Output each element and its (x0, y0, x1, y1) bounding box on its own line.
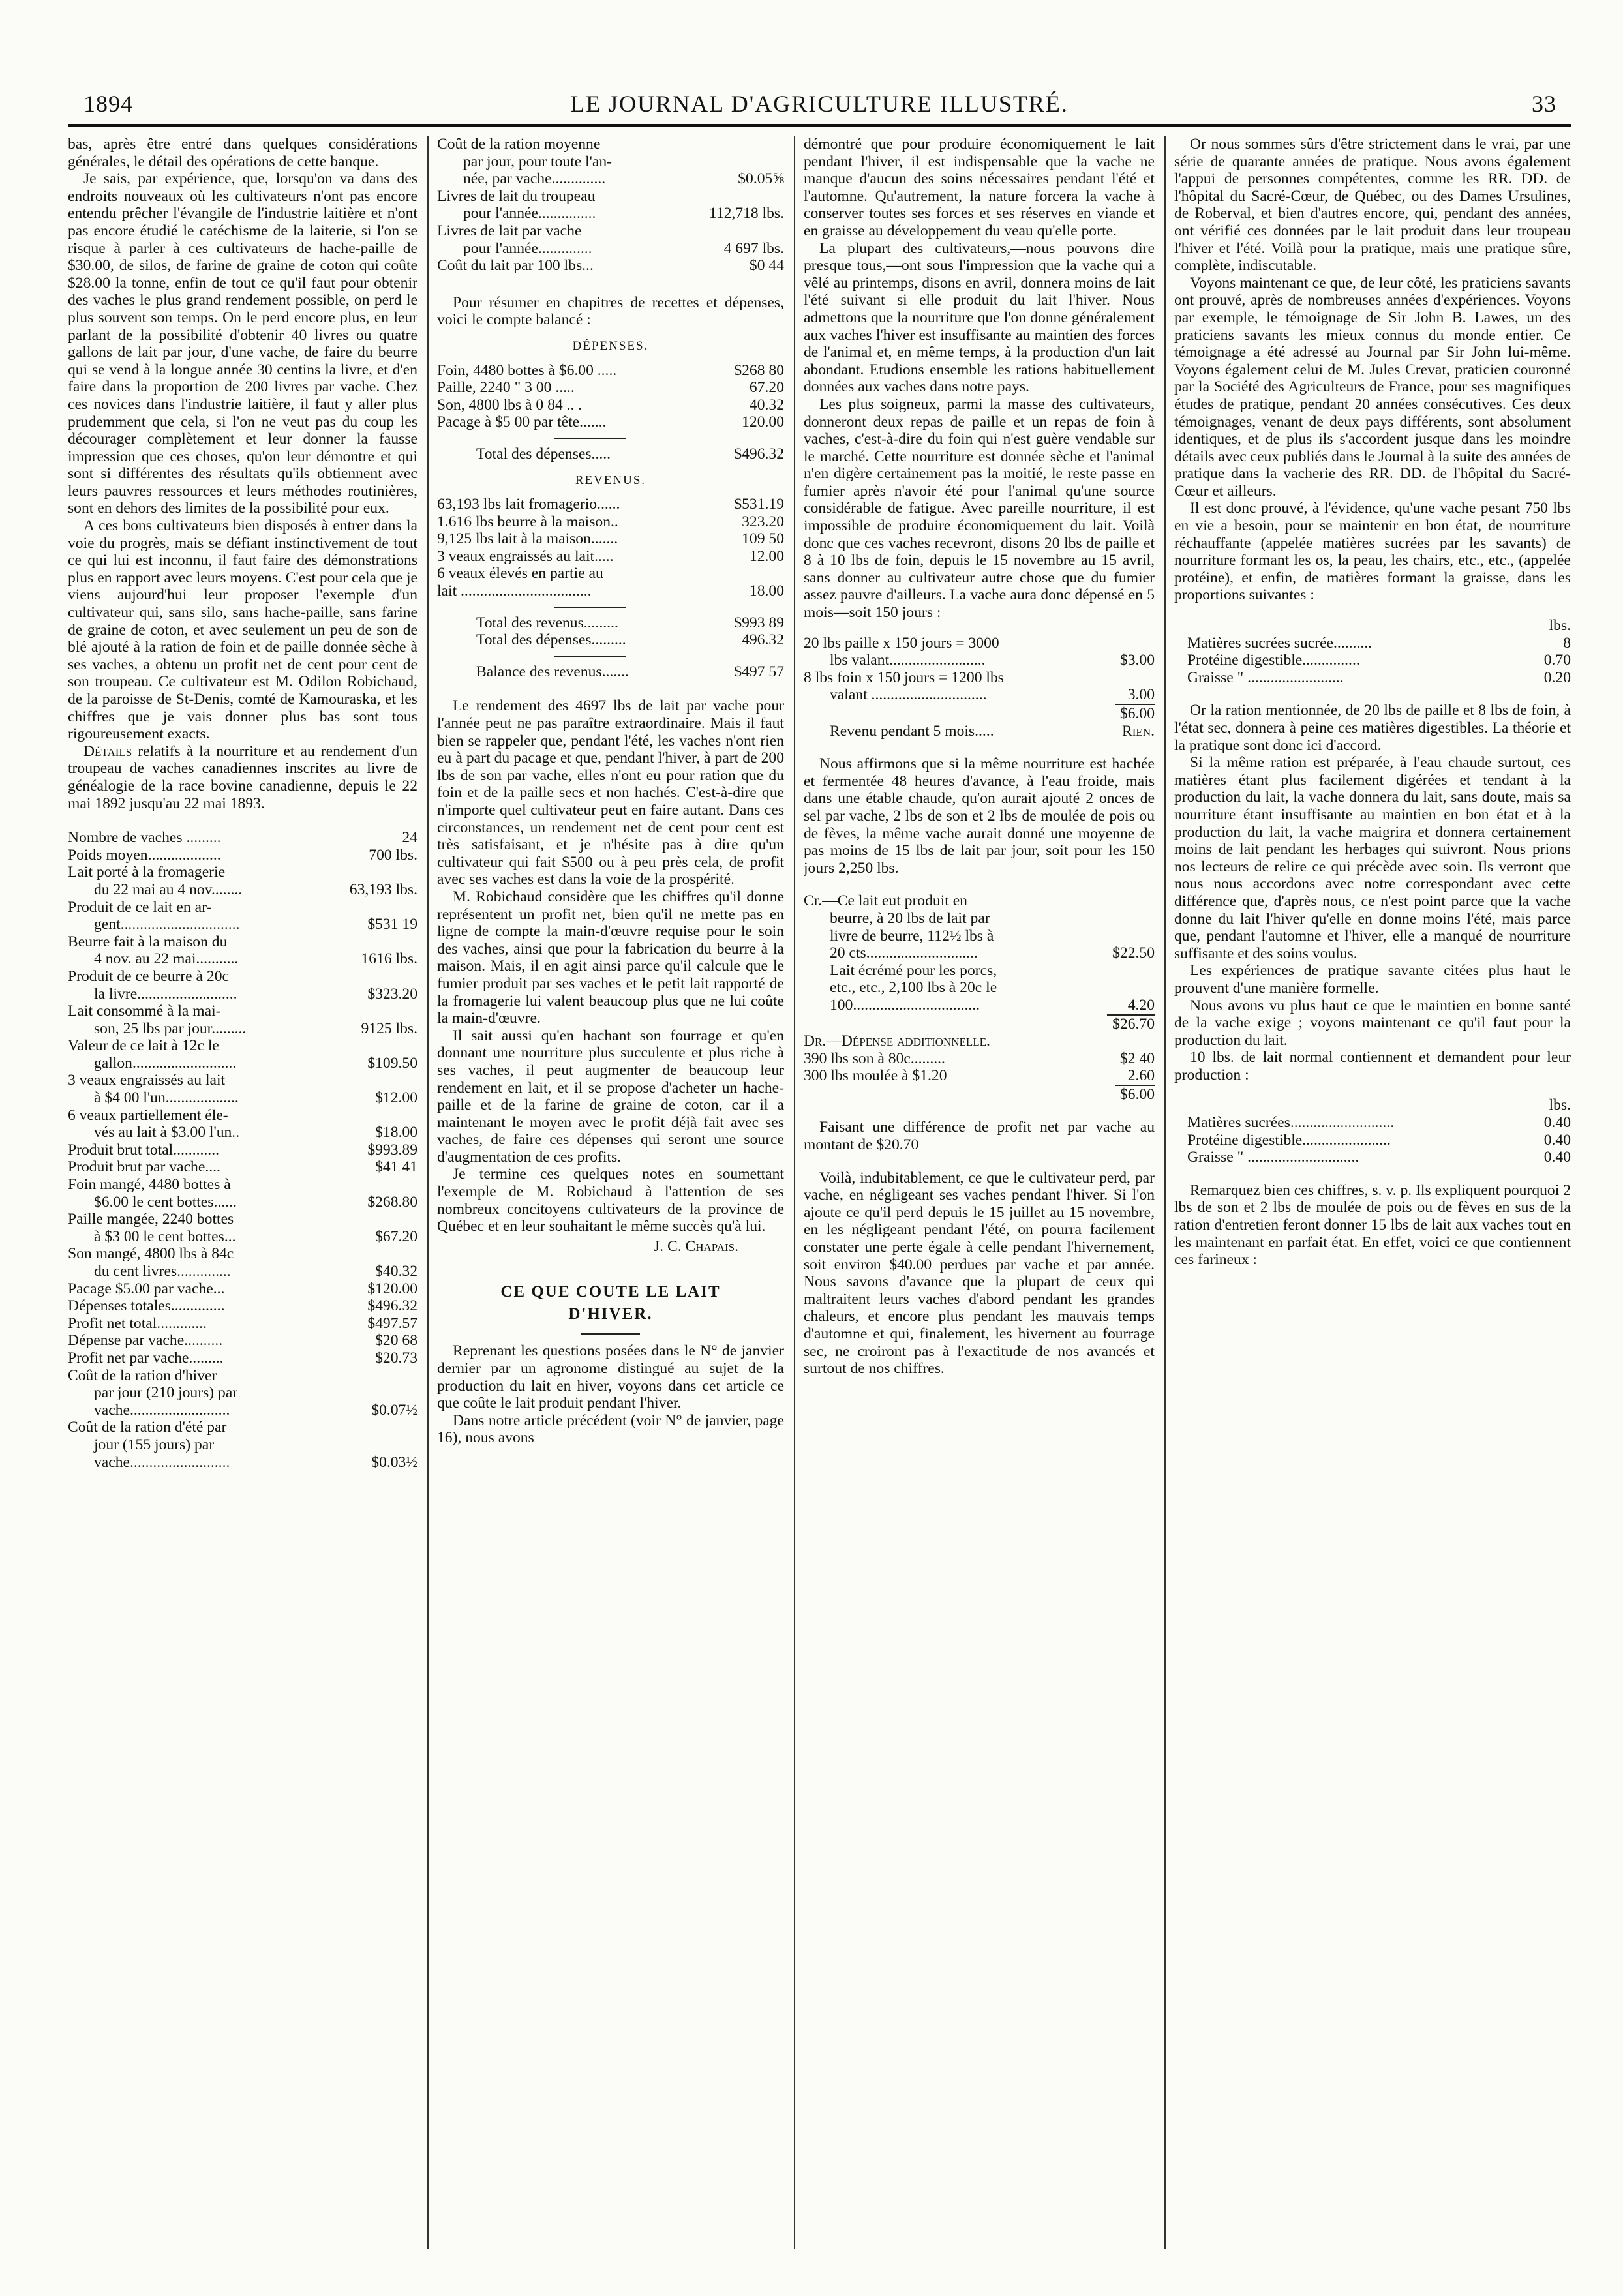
ledger-label: jour (155 jours) par (94, 1436, 215, 1453)
ledger-label: Coût de la ration d'été par (68, 1419, 227, 1436)
ledger-value: $12.00 (375, 1089, 417, 1107)
paragraph: Il sait aussi qu'en hachant son fourrage et qu'en donnant une nourriture plus succulente et plus riche à ses vaches, il peut augmenter de beaucoup leur rendement en lait, et il se propose d'acheter un hache-paille et de la farine de graine de coton, car il a maintenant le moyen avec le profit déjà fait avec ses vaches, de faire ces dépenses qui seront une source d'augmentation de ces profits. (437, 1027, 784, 1166)
ledger-row (437, 205, 784, 222)
ledger-row (68, 986, 417, 1003)
ledger-label: 8 lbs foin x 150 jours = 1200 lbs (804, 669, 1004, 686)
ledger-value: $0.03½ (371, 1453, 417, 1471)
ledger-label: vés au lait à $3.00 l'un.. (94, 1124, 240, 1141)
ledger-row (68, 933, 417, 951)
ledger-row (804, 704, 1155, 723)
columns (68, 136, 1571, 2249)
ledger-value: 3.00 (1127, 686, 1155, 704)
ledger-label: 390 lbs son à 80c......... (804, 1050, 945, 1067)
ledger-label: vache.......................... (94, 1401, 230, 1419)
ledger-label: Pacage à $5 00 par tête....... (437, 414, 607, 431)
ledger-row (68, 1072, 417, 1089)
ledger-row (804, 1050, 1155, 1068)
ledger-label: Son mangé, 4800 lbs à 84c (68, 1245, 234, 1263)
ledger-row (437, 362, 784, 380)
section-heading: DÉPENSES. (572, 339, 649, 353)
ledger-label: valant .............................. (830, 686, 987, 704)
ledger-label: Pacage $5.00 par vache... (68, 1280, 225, 1297)
ledger-value: $41 41 (375, 1158, 417, 1176)
column-rule (427, 136, 429, 2249)
ledger-label: 20 lbs paille x 150 jours = 3000 (804, 634, 999, 652)
ledger-label: Profit net par vache......... (68, 1349, 224, 1367)
ledger-value: $0 44 (749, 257, 784, 275)
ledger-label: 63,193 lbs lait fromagerio...... (437, 496, 620, 513)
ration-cost-ledger (804, 635, 1155, 704)
ledger-label: Produit brut total............ (68, 1141, 219, 1158)
paragraph: Voilà, indubitablement, ce que le cultivateur perd, par vache, en négligeant ses vaches pendant l'hiver. Si l'on ajoute ce qu'il perd depuis le 15 juillet au 15 novembre, en les négligeant pendant l'été, on pourra facilement constater une perte égale à celle pendant l'hivernement, soit environ $40.00 perdues par vache et par année. Nous savons d'avance que la plupart de ceux qui maltraitent leurs vaches d'abord pendant les grandes chaleurs, et encore plus pendant les mauvais temps d'automne et qui, finalement, les hivernent au fourrage sec, ne croiront pas à l'exactitude de nos avancés et surtout de nos chiffres. (804, 1169, 1155, 1378)
ledger-label: Matières sucrées........................... (1187, 1114, 1395, 1132)
ledger-row (68, 1003, 417, 1020)
paragraph: Nous avons vu plus haut ce que le maintien en bonne santé de la vache exige ; voyons maintenant ce qu'il faut pour la production du lait. (1174, 997, 1571, 1049)
ledger-value: 1616 lbs. (361, 950, 417, 968)
ledger-value: $268 80 (734, 361, 784, 379)
paragraph: Les plus soigneux, parmi la masse des cultivateurs, donneront deux repas de paille et un repas de foin à vaches, c'est-à-dire du foin qui n'est guère vendable sur le marché. Cette nourriture est donnée sèche et l'animal n'en digère certainement pas la moitié, le reste passe en fumier après n'avoir été pour l'animal qu'une source considérable de fatigue. Avec pareille nourriture, il est impossible de produire économiquement du lait. Voilà donc que ces vaches recevront, disons 20 lbs de paille et 8 à 10 lbs de foin, depuis le 15 novembre au 15 avril, sans donner au cultivateur autre chose que du fumier assez pauvre d'ailleurs. La vache aura donc dépensé en 5 mois—soit 150 jours : (804, 395, 1155, 622)
ledger-label: Foin, 4480 bottes à $6.00 ..... (437, 361, 617, 379)
ledger-label: pour l'année.............. (463, 239, 592, 257)
ledger-row (68, 1297, 417, 1315)
ledger-row (1187, 1114, 1571, 1132)
article-title-line: D'HIVER. (568, 1305, 653, 1323)
expenses-ledger (437, 362, 784, 431)
ledger-row (68, 1089, 417, 1107)
ledger-row (804, 669, 1155, 687)
ledger-value: 112,718 lbs. (708, 205, 784, 222)
column-4 (1174, 136, 1571, 2249)
ledger-value: 63,193 lbs. (349, 881, 417, 898)
ledger-row (437, 513, 784, 531)
ledger-value: $497 57 (734, 663, 784, 680)
ledger-row (804, 1014, 1155, 1033)
ledger-row (68, 1384, 417, 1402)
section-heading: REVENUS. (575, 473, 646, 487)
ledger-label: Graisse " ......................... (1187, 669, 1344, 686)
revenue-ledger (437, 496, 784, 600)
ledger-row (437, 240, 784, 258)
ledger-row (68, 899, 417, 916)
ledger-label: Graisse " ............................. (1187, 1149, 1359, 1166)
ledger-value: $67.20 (375, 1228, 417, 1245)
ledger-row (437, 496, 784, 513)
ledger-label: Son, 4800 lbs à 0 84 .. . (437, 396, 583, 414)
ledger-value: 9125 lbs. (361, 1020, 417, 1037)
ledger-label: etc., etc., 2,100 lbs à 20c le (830, 979, 997, 997)
ledger-row (437, 379, 784, 397)
ledger-row (68, 1020, 417, 1038)
herd-ledger (68, 829, 417, 1471)
ledger-row (68, 1228, 417, 1246)
paragraph-text: relatifs à la nourriture et au rendement d'un troupeau de vaches canadiennes inscrites au livre de généalogie de la race bovine canadienne, depuis le 22 mai 1892 jusqu'au 22 mai 1893. (68, 742, 417, 812)
ledger-row (437, 153, 784, 171)
ledger-label: 3 veaux engraissés au lait (68, 1072, 226, 1089)
ledger-value: 4.20 (1127, 996, 1155, 1014)
paragraph: Les expériences de pratique savante citées plus haut le prouvent d'une manière formelle. (1174, 962, 1571, 997)
paragraph: Je termine ces quelques notes en soumettant l'exemple de M. Robichaud à l'attention de ses nombreux concitoyens cultivateurs de la province de Québec et en leur souhaitant le même succès qu'à lui. (437, 1166, 784, 1235)
ledger-value: 12.00 (749, 547, 784, 565)
divider (554, 438, 626, 439)
balance (437, 663, 784, 681)
ledger-label: Paille mangée, 2240 bottes (68, 1211, 234, 1228)
ledger-value: $496.32 (367, 1297, 417, 1315)
ledger-row (68, 1402, 417, 1419)
ledger-label: 6 veaux partiellement éle- (68, 1106, 228, 1124)
ledger-label: Poids moyen................... (68, 846, 221, 864)
ledger-row (1187, 1149, 1571, 1166)
ledger-row (804, 686, 1155, 704)
ledger-value: 40.32 (749, 396, 784, 414)
paragraph (68, 743, 417, 812)
column-2 (437, 136, 784, 2249)
ledger-row (68, 1055, 417, 1072)
ledger-label: Cr.—Ce lait eut produit en (804, 892, 967, 910)
ledger-value: $2 40 (1119, 1050, 1155, 1067)
paragraph: Si la même ration est préparée, à l'eau chaude surtout, ces matières étant plus facilement digérées et tendant à la production du lait, la vache donnera du lait, sans doute, mais sa nourriture étant insuffisante au maintien en bon état et à la production du lait, la vache maigrira et donnera certainement moins de lait pendant les herbages qui suivront. Nous prions nos lecteurs de relire ce qui précède avec soin. Ils verront que nous nous accordons avec notre correspondant avec cette différence que, d'après nous, ce n'est point parce que la vache donne du lait l'hiver qu'elle en donne moins l'été, mais parce que, pendant l'automne et l'hiver, elle a manqué de nourriture suffisante et des soins voulus. (1174, 754, 1571, 962)
ledger-label: 3 veaux engraissés au lait..... (437, 547, 614, 565)
ledger-row (437, 257, 784, 275)
paragraph: La plupart des cultivateurs,—nous pouvons dire presque tous,—ont sous l'impression que la vache qui a vêlé au printemps, disons en avril, donnera moins de lait l'été suivant si elle produit du lait l'hiver. Nous admettons que la nourriture que l'on donne généralement aux vaches l'hiver est insuffisante au maintien des forces de l'animal et, en même temps, à la production d'un lait abondant. Etudions ensemble les rations habituellement données aux vaches dans notre pays. (804, 239, 1155, 396)
ledger-value: $497.57 (367, 1314, 417, 1332)
cost-ledger (437, 136, 784, 275)
ledger-label: Produit de ce lait en ar- (68, 898, 212, 916)
ledger-row (437, 222, 784, 240)
ledger-row (68, 1454, 417, 1472)
ledger-row (68, 916, 417, 933)
paragraph: 10 lbs. de lait normal contiennent et demandent pour leur production : (1174, 1049, 1571, 1083)
ledger-value: $531 19 (367, 916, 417, 933)
ledger-row (437, 446, 784, 463)
lead-word: Détails (83, 742, 132, 760)
ledger-value: $22.50 (1112, 944, 1155, 962)
ledger-value: $26.70 (1107, 1014, 1155, 1033)
ledger-label: 1.616 lbs beurre à la maison.. (437, 513, 618, 530)
ledger-value: $0.05⅝ (738, 170, 784, 188)
ledger-label: 20 cts............................. (830, 944, 978, 962)
totals (437, 614, 784, 649)
ledger-value: $268.80 (367, 1193, 417, 1211)
ledger-row (68, 1436, 417, 1454)
ledger-row (804, 997, 1155, 1014)
ledger-label: Foin mangé, 4480 bottes à (68, 1176, 231, 1194)
ledger-row (1187, 635, 1571, 652)
ledger-label: 100................................. (830, 996, 980, 1014)
ledger-label: Lait porté à la fromagerie (68, 864, 226, 881)
article-title-line: CE QUE COUTE LE LAIT (500, 1283, 721, 1301)
ledger-value: $323.20 (367, 985, 417, 1003)
ledger-value: 67.20 (749, 379, 784, 397)
ledger-value: 323.20 (742, 513, 784, 530)
ledger-value: 24 (402, 829, 417, 847)
ledger-label: Profit net total............. (68, 1314, 207, 1332)
ledger-label: 4 nov. au 22 mai........... (94, 950, 239, 968)
ledger-row (68, 1158, 417, 1176)
ledger-value: 109 50 (742, 530, 784, 548)
article-title (437, 1281, 784, 1325)
ledger-label: du cent livres.............. (94, 1263, 231, 1280)
paragraph: Dans notre article précédent (voir N° de janvier, page 16), nous avons (437, 1412, 784, 1447)
ledger-row (68, 1037, 417, 1055)
expenses-total (437, 446, 784, 463)
paragraph: M. Robichaud considère que les chiffres qu'il donne représentent un profit net, bien qu'il ne mette pas en ligne de compte la main-d'œuvre requise pour le soin des vaches, ainsi que pour la fabrication du beurre à la maison. Mais, il en agit ainsi parce qu'il calcule que le fumier produit par ses vaches et le petit lait rapporté de la fromagerie lui valent beaucoup plus que ne lui coûte la main-d'œuvre. (437, 888, 784, 1027)
ledger-row (437, 397, 784, 414)
ledger-label: à $3 00 le cent bottes... (94, 1228, 236, 1245)
ledger-label: 9,125 lbs lait à la maison....... (437, 530, 618, 548)
ledger-row (68, 1315, 417, 1333)
ledger-row (804, 1033, 1155, 1050)
ledger-row (804, 910, 1155, 928)
ledger-label: 6 veaux élevés en partie au (437, 565, 603, 582)
ledger-label: Coût de la ration d'hiver (68, 1367, 217, 1384)
ledger-row (68, 1350, 417, 1367)
ledger-value: $993 89 (734, 614, 784, 631)
ledger-value: $40.32 (375, 1263, 417, 1280)
ledger-value: 0.70 (1543, 652, 1571, 669)
ledger-value: $0.07½ (371, 1401, 417, 1419)
debit-heading (804, 1033, 1155, 1050)
ledger-label: par jour, pour toute l'an- (463, 153, 613, 170)
ledger-row (68, 1107, 417, 1125)
ledger-label: Livres de lait du troupeau (437, 187, 596, 205)
ledger-row (804, 1067, 1155, 1085)
ledger-row (68, 1367, 417, 1385)
ledger-row (68, 1280, 417, 1298)
paragraph: bas, après être entré dans quelques considérations générales, le détail des opérations de cette banque. (68, 136, 417, 170)
ledger-label: Total des dépenses..... (476, 445, 611, 462)
paragraph: Pour résumer en chapitres de recettes et dépenses, voici le compte balancé : (437, 294, 784, 329)
ledger-row (804, 962, 1155, 980)
ledger-row (437, 136, 784, 153)
divider (554, 607, 626, 608)
ledger-value: $496.32 (734, 445, 784, 462)
paragraph: Remarquez bien ces chiffres, s. v. p. Ils expliquent pourquoi 2 lbs de son et 2 lbs de moulée de pois ou de fèves en sus de la ration d'entretien feront donner 15 lbs de lait aux vaches tout en les maintenant en parfait état. En effet, voici ce que contiennent ces farineux : (1174, 1181, 1571, 1269)
ledger-row (804, 979, 1155, 997)
ledger-row (804, 1085, 1155, 1104)
credit-total (804, 1014, 1155, 1033)
ledger-value: $6.00 (1115, 1085, 1155, 1104)
ledger-value: $6.00 (1115, 704, 1155, 723)
column-1 (68, 136, 417, 2249)
ledger-row (437, 188, 784, 205)
ledger-label: Matières sucrées sucrée.......... (1187, 634, 1373, 652)
ledger-value: 0.40 (1543, 1114, 1571, 1132)
ledger-row (68, 1211, 417, 1228)
paragraph: A ces bons cultivateurs bien disposés à entrer dans la voie du progrès, mais se défiant instinctivement de tout ce qui lui est inconnu, il faut faire des démonstrations plus en rapport avec leurs moyens. C'est pour cela que je viens aujourd'hui leur proposer l'exemple d'un cultivateur qui, sans silo, sans hache-paille, sans farine de graine de coton, et avec seulement un peu de son de blé ajouté à la ration de foin et de paille donnée sèche à ses vaches, a obtenu un profit net de cent pour cent de son troupeau. Ce cultivateur est M. Odilon Robichaud, de la paroisse de St-Denis, comté de Kamouraska, et les chiffres que je vais donner plus bas sont tous rigoureusement exacts. (68, 517, 417, 743)
ledger-label: la livre.......................... (94, 985, 237, 1003)
debit-ledger (804, 1050, 1155, 1085)
ledger-value: $993.89 (367, 1141, 417, 1158)
paragraph: Or la ration mentionnée, de 20 lbs de paille et 8 lbs de foin, à l'état sec, donnera à peine ces matières digestibles. La théorie et la pratique sont donc ici d'accord. (1174, 702, 1571, 754)
ledger-row (68, 1263, 417, 1280)
divider (581, 1333, 640, 1335)
ledger-label: Total des dépenses......... (476, 631, 626, 649)
ledger-row (68, 829, 417, 847)
column-3 (804, 136, 1155, 2249)
ledger-label: Paille, 2240 " 3 00 ..... (437, 379, 575, 397)
ledger-label: 300 lbs moulée à $1.20 (804, 1067, 947, 1085)
ledger-row (804, 723, 1155, 740)
ledger-row (68, 1419, 417, 1436)
ledger-value: 496.32 (742, 631, 784, 649)
ledger-row (68, 968, 417, 986)
ledger-label: gent............................... (94, 916, 240, 933)
ledger-label: $6.00 le cent bottes...... (94, 1193, 237, 1211)
ledger-label: lbs valant......................... (830, 652, 986, 669)
ledger-row (437, 170, 784, 188)
ledger-label: Livres de lait par vache (437, 222, 582, 239)
ledger-label: par jour (210 jours) par (94, 1384, 238, 1402)
ledger-value: 2.60 (1127, 1067, 1155, 1085)
ledger-row (437, 582, 784, 600)
ledger-row (437, 565, 784, 582)
ledger-label: Produit brut par vache.... (68, 1158, 220, 1176)
ledger-value: $20.73 (375, 1349, 417, 1367)
milk-nutrient-table (1174, 1114, 1571, 1166)
ledger-value: 8 (1563, 634, 1571, 652)
paragraph: Nous affirmons que si la même nourriture est hachée et fermentée 48 heures d'avance, à l'eau froide, mais dans une étable chaude, qu'on aurait ajouté 2 onces de sel par vache, 2 lbs de son et 2 lbs de moulée de pois ou de fèves, la même vache aurait donné une moyenne de pas moins de 15 lbs de lait par jour, soit pour les 150 jours 2,250 lbs. (804, 755, 1155, 877)
ledger-row (804, 944, 1155, 962)
paragraph: Reprenant les questions posées dans le N° de janvier dernier par un agronome distingué au sujet de la production du lait en hiver, voyons dans cet article ce que coûte le lait produit pendant l'hiver. (437, 1342, 784, 1412)
ledger-row (68, 1141, 417, 1159)
ledger-row (68, 1194, 417, 1211)
unit-label: lbs. (1549, 617, 1571, 635)
ledger-row (68, 881, 417, 899)
ledger-value: 120.00 (742, 414, 784, 431)
ledger-value: 0.40 (1543, 1149, 1571, 1166)
ledger-label: Balance des revenus....... (476, 663, 629, 680)
page-number: 33 (1532, 91, 1556, 117)
ledger-row (68, 1245, 417, 1263)
nutrient-table-unit (1174, 1096, 1571, 1114)
ledger-value: 700 lbs. (369, 846, 417, 864)
paragraph: Voyons maintenant ce que, de leur côté, les praticiens savants ont prouvé, après de nombreuses années d'expériences. Voyons par exemple, le témoignage de Sir John B. Lawes, un des praticiens savants les mieux connus du monde entier. Ce témoignage a été adressé au Journal par Sir John lui-même. Voyons également celui de M. Jules Crevat, praticien couronné par la Société des Agriculteurs de France, pour ses magnifiques études de pratique, pendant 20 années consécutives. Ces deux témoignages, venant de deux pays différents, sont absolument identiques, et de plus ils s'accordent jusque dans les moindre détails avec ceux publiés dans le Journal à la suite des années de pratique dans la vacherie des RR. DD. de l'hôpital du Sacré-Cœur et ailleurs. (1174, 274, 1571, 500)
ledger-label: Protéine digestible............... (1187, 652, 1360, 669)
ledger-label: Total des revenus......... (476, 614, 618, 631)
ledger-row (437, 663, 784, 681)
ledger-label: Valeur de ce lait à 12c le (68, 1037, 219, 1055)
ledger-value: 0.20 (1543, 669, 1571, 686)
ledger-label: Coût du lait par 100 lbs... (437, 257, 594, 275)
ledger-row (68, 847, 417, 864)
ledger-value: 4 697 lbs. (723, 239, 784, 257)
ledger-row (437, 548, 784, 566)
ledger-row (68, 1332, 417, 1350)
debit-total (804, 1085, 1155, 1104)
ledger-row (437, 530, 784, 548)
ledger-label: Dépense par vache.......... (68, 1332, 223, 1350)
paragraph: Faisant une différence de profit net par vache au montant de $20.70 (804, 1119, 1155, 1154)
ledger-row (437, 414, 784, 431)
ledger-label: vache.......................... (94, 1453, 230, 1471)
ledger-value: $531.19 (734, 496, 784, 513)
ledger-label: beurre, à 20 lbs de lait par (830, 909, 990, 927)
ledger-label: du 22 mai au 4 nov........ (94, 881, 243, 898)
paragraph: Or nous sommes sûrs d'être strictement dans le vrai, par une série de quarante années de pratique. Nous avons également l'appui de personnes compétentes, comme les RR. DD. de l'hôpital du Sacré-Cœur, de Québec, ou des Dames Ursulines, de Roberval, et bien d'autres encore, qui, pendant des années, ont vérifié ces données par le lait produit dans leur troupeau l'hiver et l'été. Voilà pour la pratique, mais une pratique sûre, complète, indiscutable. (1174, 136, 1571, 275)
paragraph: Le rendement des 4697 lbs de lait par vache pour l'année peut ne pas paraître extraordinaire. Mais il faut bien se rappeler que, pendant l'été, les vaches n'ont rien eu à part du pacage et que, pendant l'hiver, à part de 200 lbs de son par vache, elles n'ont eu pour ration que du foin et de la paille secs et non hachés. C'est-à-dire que n'importe quel cultivateur peut en faire autant. Dans ces circonstances, un rendement net de cent pour cent est très satisfaisant, et je n'hésite pas à dire qu'un cultivateur qui fait $500 ou à peu près cela, de profit avec ses vaches est dans la voie de la prospérité. (437, 697, 784, 888)
page-year: 1894 (83, 91, 133, 117)
ledger-label: Coût de la ration moyenne (437, 136, 601, 153)
ration-cost-total (804, 704, 1155, 740)
ledger-row (804, 635, 1155, 652)
ledger-row (68, 864, 417, 881)
ledger-label: Protéine digestible....................... (1187, 1131, 1391, 1149)
ledger-row (804, 892, 1155, 910)
column-rule (794, 136, 795, 2249)
ledger-row (804, 652, 1155, 669)
credit-ledger (804, 892, 1155, 1014)
ledger-label: gallon........................... (94, 1054, 237, 1072)
ledger-value: 18.00 (749, 582, 784, 600)
nutrient-table-unit (1174, 617, 1571, 635)
paragraph: Il est donc prouvé, à l'évidence, qu'une vache pesant 750 lbs en vie a besoin, pour se maintenir en bon état, de nourriture réchauffante (appelée matières sucrées par les savants) de nourriture formant les os, la peau, les chairs, etc., etc., (appelée protéine), et enfin, de matières formant la graisse, dans les proportions suivantes : (1174, 500, 1571, 604)
ledger-label: Dépenses totales.............. (68, 1297, 225, 1315)
ledger-label: lait .................................. (437, 582, 592, 600)
running-head (68, 85, 1571, 127)
ledger-row (68, 1124, 417, 1141)
ledger-label: Revenu pendant 5 mois..... (830, 722, 994, 740)
maintenance-nutrient-table (1174, 635, 1571, 687)
ledger-value: $20 68 (375, 1332, 417, 1350)
ledger-row (1187, 669, 1571, 687)
column-rule (1164, 136, 1166, 2249)
divider (554, 656, 626, 657)
ledger-row (437, 631, 784, 649)
ledger-label: à $4 00 l'un................... (94, 1089, 239, 1107)
ledger-value: $3.00 (1119, 652, 1155, 669)
ledger-row (68, 1176, 417, 1194)
unit-label: lbs. (1549, 1096, 1571, 1114)
ledger-label: pour l'année............... (463, 205, 596, 222)
ledger-label: Produit de ce beurre à 20c (68, 967, 229, 985)
paragraph: Je sais, par expérience, que, lorsqu'on va dans des endroits nouveaux où les cultivateurs n'ont pas encore entendu prêcher l'évangile de l'industrie laitière et n'ont pas encore étudié le catéchisme de la laiterie, si l'on se risque à parler à ces cultivateurs de hache-paille de $30.00, de silos, de farine de graine de coton qui coûte $28.00 la tonne, enfin de tout ce qu'il faut pour obtenir des vaches le plus grand rendement possible, on perd le plus souvent son temps. On le perd encore plus, en leur parlant de la possibilité d'obtenir 40 livres ou quatre gallons de lait par jour, d'une vache, de faire du beurre qui se vend à la longue année 30 centins la livre, et d'en faire dans la proportion de 200 livres par vache. Chez ces novices dans l'industrie laitière, il faut y aller plus prudemment que cela, si l'on ne veut pas du coup les décourager complètement et leur donner la fausse impression que ces choses, qu'on leur démontre et qui sont si différentes des résultats qu'ils obtiennent avec leurs pauvres ressources et leurs méthodes routinières, sont en dehors des limites de la possibilité pour eux. (68, 170, 417, 517)
ledger-label: son, 25 lbs par jour......... (94, 1020, 247, 1037)
ledger-value: $120.00 (367, 1280, 417, 1297)
ledger-value: $109.50 (367, 1054, 417, 1072)
ledger-row (68, 950, 417, 968)
ledger-label: née, par vache.............. (463, 170, 606, 188)
ledger-label: livre de beurre, 112½ lbs à (830, 927, 994, 944)
ledger-label: Nombre de vaches ......... (68, 829, 221, 847)
ledger-value: 0.40 (1543, 1131, 1571, 1149)
ledger-row (1187, 652, 1571, 669)
ledger-row (1187, 1132, 1571, 1149)
ledger-label: Dr.—Dépense additionnelle. (804, 1033, 990, 1050)
ledger-label: Lait consommé à la mai- (68, 1003, 221, 1020)
signature: J. C. Chapais. (654, 1237, 738, 1255)
ledger-value: Rien. (1122, 722, 1155, 740)
ledger-row (804, 928, 1155, 945)
ledger-row (437, 614, 784, 632)
journal-title: LE JOURNAL D'AGRICULTURE ILLUSTRÉ. (570, 91, 1069, 117)
ledger-label: Lait écrémé pour les porcs, (830, 961, 997, 979)
paragraph: démontré que pour produire économiquement le lait pendant l'hiver, il est indispensable que la vache ne manque d'aucun des soins nécessaires pendant l'été et l'automne. Qu'autrement, la nature forcera la vache à conserver toutes ses forces et ses réserves en viande et en graisse au développement du veau qu'elle porte. (804, 136, 1155, 239)
ledger-value: $18.00 (375, 1124, 417, 1141)
ledger-label: Beurre fait à la maison du (68, 933, 228, 950)
